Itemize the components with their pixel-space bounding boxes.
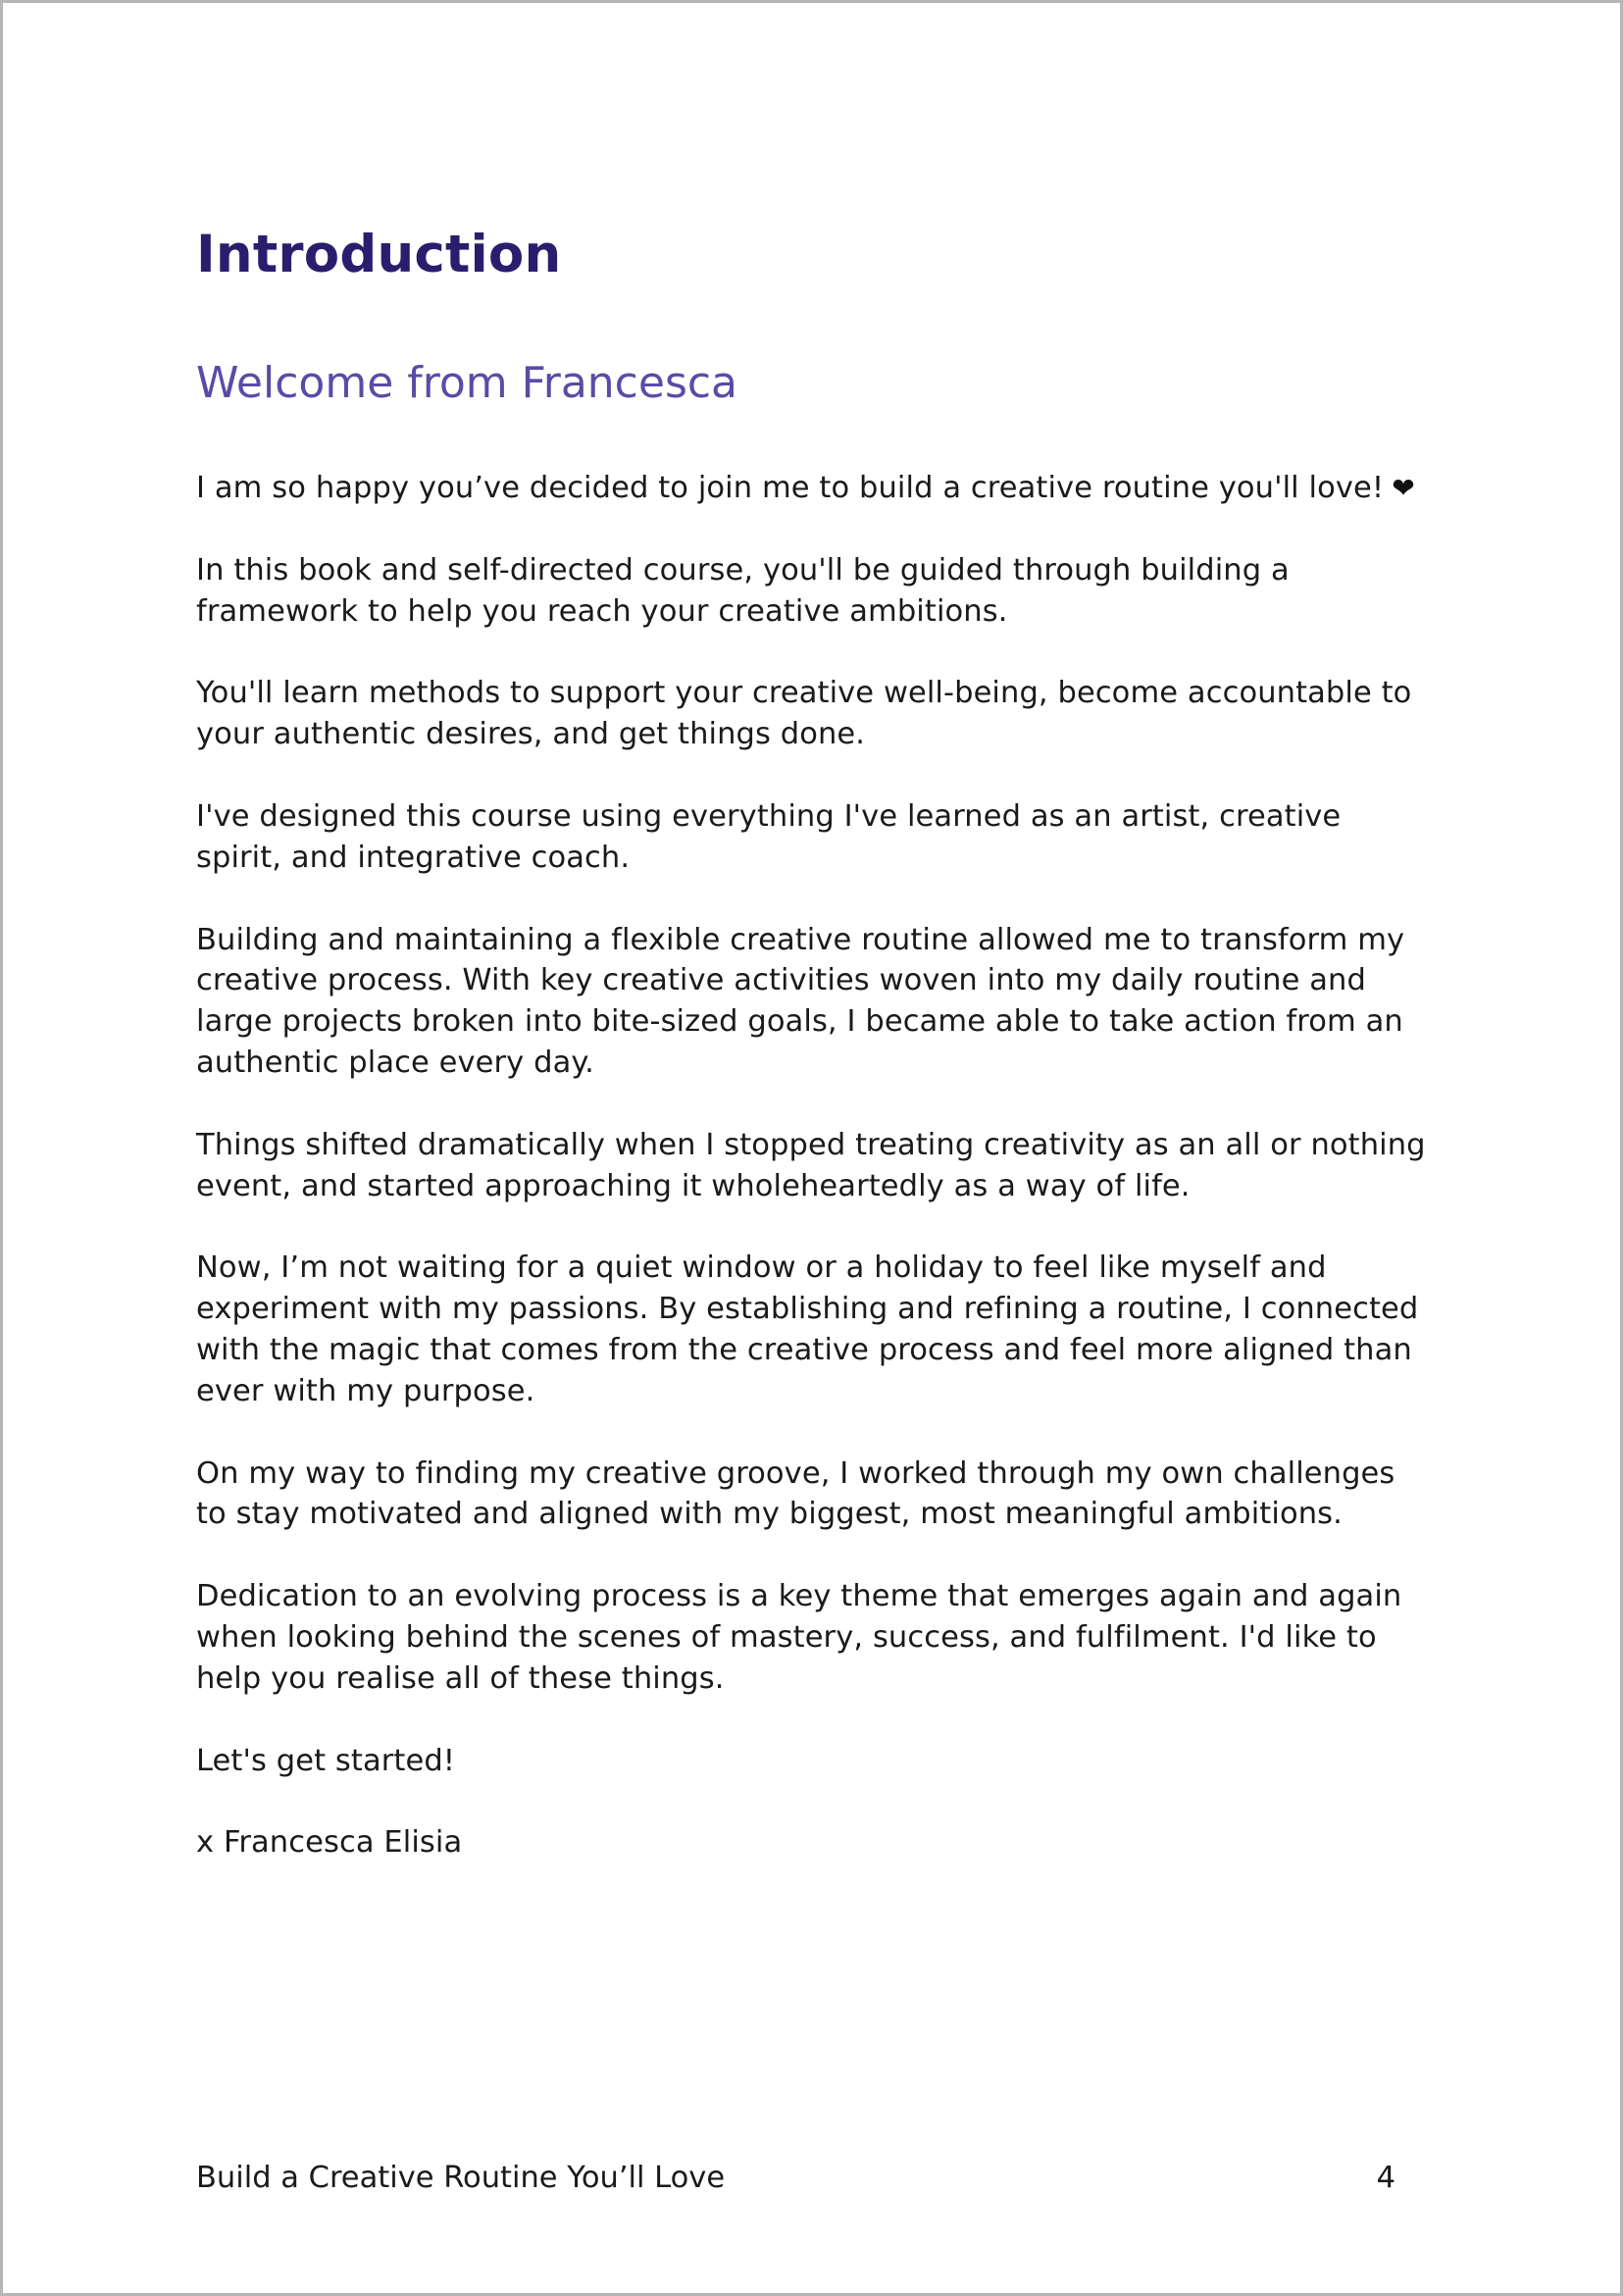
section-subtitle: Welcome from Francesca [196, 358, 738, 408]
page-footer [196, 2159, 1395, 2198]
page-content [196, 221, 1432, 1863]
body-paragraph: I've designed this course using everything I've learned as an artist, creative spirit, and integrative coach. [196, 798, 1342, 875]
closing-line: Let's get started! [196, 1743, 456, 1778]
signature-line: x Francesca Elisia [196, 1825, 463, 1861]
body-paragraph: In this book and self-directed course, you'll be guided through building a framework to help you reach your creative ambitions. [196, 552, 1290, 629]
intro-paragraph [196, 468, 1432, 509]
page-title: Introduction [196, 225, 562, 284]
body-paragraph: On my way to finding my creative groove, I worked through my own challenges to stay motivated and aligned with my biggest, most meaningful ambitions. [196, 1455, 1395, 1532]
body-paragraph: Now, I’m not waiting for a quiet window or a holiday to feel like myself and experiment with my passions. By establishing and refining a routine, I connected with the magic that comes from the creative process and feel more aligned than ever with my purpose. [196, 1250, 1419, 1408]
heart-icon: ❤ [1392, 472, 1415, 504]
page-number: 4 [1376, 2161, 1395, 2195]
body-paragraph: Things shifted dramatically when I stopped treating creativity as an all or nothing event, and started approaching it wholeheartedly as a way of life. [196, 1127, 1426, 1203]
intro-text: I am so happy you’ve decided to join me to build a creative routine you'll love! [196, 471, 1385, 505]
footer-book-title: Build a Creative Routine You’ll Love [196, 2161, 726, 2195]
body-paragraph: You'll learn methods to support your creative well-being, become accountable to your authentic desires, and get things done. [196, 676, 1412, 752]
body-paragraph: Building and maintaining a flexible creative routine allowed me to transform my creative process. With key creative activities woven into my daily routine and large projects broken into bite-sized goals, I became able to take action from an authentic place every day. [196, 922, 1405, 1080]
body-paragraph: Dedication to an evolving process is a key theme that emerges again and again when looking behind the scenes of mastery, success, and fulfilment. I'd like to help you realise all of these things. [196, 1579, 1402, 1696]
